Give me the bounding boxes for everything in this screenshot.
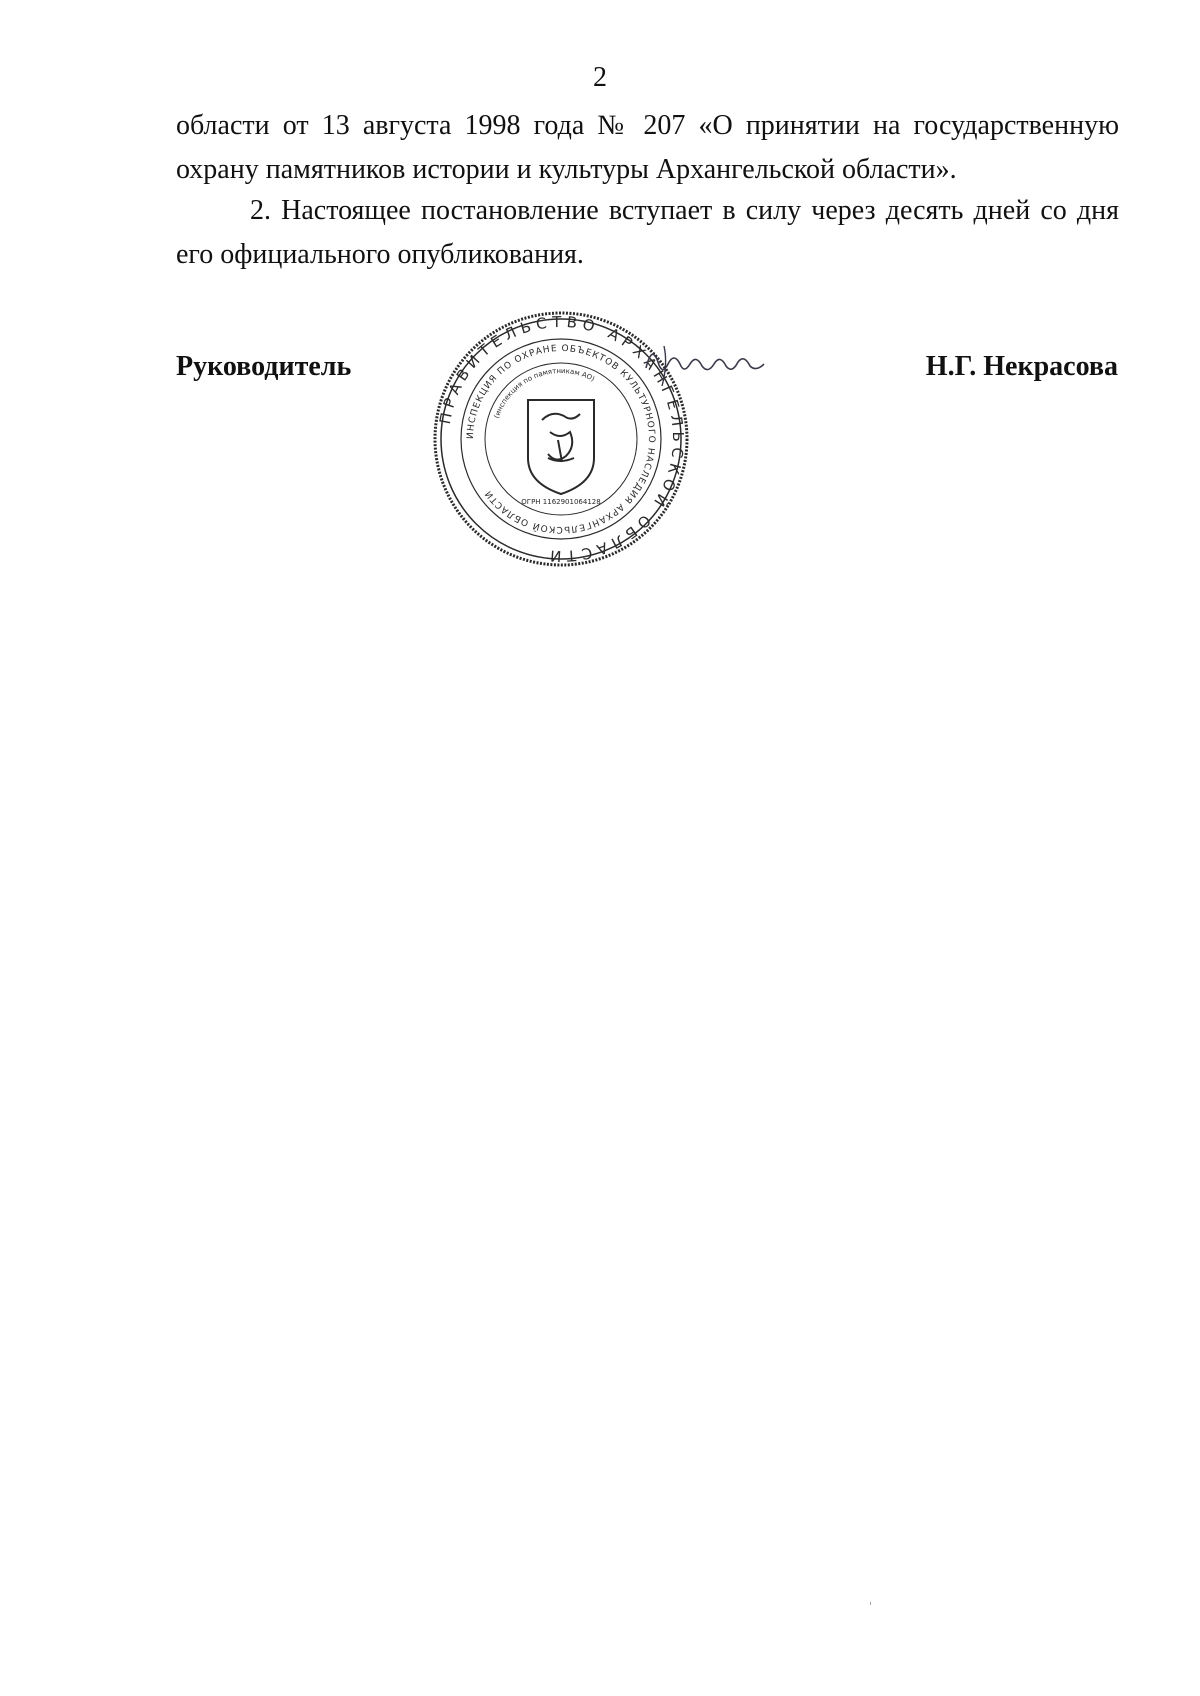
signatory-position: Руководитель [176,351,352,382]
handwritten-signature [640,338,790,394]
paragraph-continuation: области от 13 августа 1998 года № 207 «О принятии на государственную охрану памятников истории и культуры Архангельской области». [176,110,1119,185]
seal-inner-short-text: (инспекция по памятникам АО) [492,366,597,420]
page-number: 2 [593,62,607,93]
paragraph-effective-date: 2. Настоящее постановление вступает в силу через десять дней со дня его официального опубликования. [176,195,1119,270]
svg-text:(инспекция по памятникам АО) [493,367,597,419]
signatory-name: Н.Г. Некрасова [925,351,1118,382]
scan-artifact [870,1602,871,1605]
seal-outer-text: ПРАВИТЕЛЬСТВО АРХАНГЕЛЬСКОЙ ОБЛАСТИ [435,312,688,566]
seal-ogrn: ОГРН 1162901064128 [521,498,601,506]
seal-inner-text: ИНСПЕКЦИЯ ПО ОХРАНЕ ОБЪЕКТОВ КУЛЬТУРНОГО НАСЛЕДИЯ АРХАНГЕЛЬСКОЙ ОБЛАСТИ [465,343,657,535]
